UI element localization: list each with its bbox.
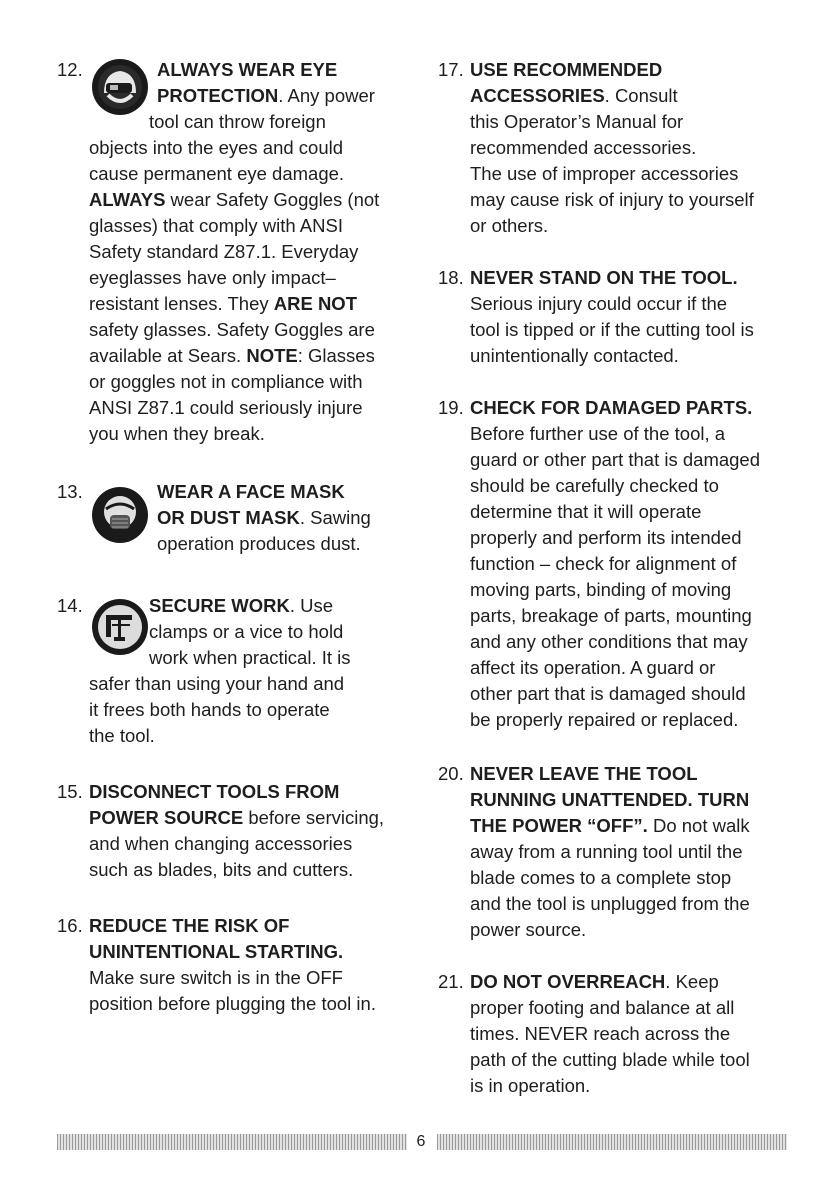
item-number: 20. bbox=[438, 763, 464, 784]
item-20 bbox=[438, 761, 788, 943]
item-number: 21. bbox=[438, 971, 464, 992]
right-column bbox=[438, 57, 788, 1099]
item-number: 19. bbox=[438, 397, 464, 418]
item-18-text: NEVER STAND ON THE TOOL. Serious injury could occur if the tool is tipped or if the cutting tool is unintentionally contacted. bbox=[470, 267, 754, 366]
item-15 bbox=[57, 779, 407, 883]
clamp-icon bbox=[90, 597, 150, 657]
item-18 bbox=[438, 265, 788, 369]
item-16-text: REDUCE THE RISK OF UNINTENTIONAL STARTING. Make sure switch is in the OFF position before plugging the tool in. bbox=[89, 915, 376, 1014]
left-column bbox=[57, 57, 407, 1017]
item-20-text: NEVER LEAVE THE TOOL RUNNING UNATTENDED. TURN THE POWER “OFF”. Do not walk away from a running tool until the blade comes to a complete stop and the tool is unplugged from the power source. bbox=[470, 763, 750, 940]
footer-bar-right bbox=[437, 1134, 787, 1150]
item-13-text: WEAR A FACE MASK OR DUST MASK. Sawing operation produces dust. bbox=[157, 481, 371, 554]
item-14-text: SECURE WORK. Use clamps or a vice to hold work when practical. It is safer than using your hand and it frees both hands to operate the tool. bbox=[89, 595, 351, 746]
safety-goggles-icon bbox=[90, 57, 150, 117]
item-number: 18. bbox=[438, 267, 464, 288]
item-13 bbox=[57, 479, 407, 559]
item-19 bbox=[438, 395, 788, 733]
item-15-text: DISCONNECT TOOLS FROM POWER SOURCE before servicing, and when changing accessories such as blades, bits and cutters. bbox=[89, 781, 385, 880]
item-number: 14. bbox=[57, 595, 83, 616]
footer-bar-left bbox=[57, 1134, 407, 1150]
item-lead: ALWAYS WEAR EYE bbox=[157, 59, 338, 80]
item-number: 13. bbox=[57, 481, 83, 502]
item-19-text: CHECK FOR DAMAGED PARTS. Before further use of the tool, a guard or other part that is damaged should be carefully checked to determine that it will operate properly and perform its intended function – check for alignment of moving parts, binding of moving parts, breakage of parts, mounting and any other conditions that may affect its operation. A guard or other part that is damaged should be properly repaired or replaced. bbox=[470, 397, 761, 730]
item-number: 16. bbox=[57, 915, 83, 936]
dust-mask-icon bbox=[90, 485, 150, 545]
page-number: 6 bbox=[416, 1133, 426, 1150]
item-21 bbox=[438, 969, 788, 1099]
item-number: 17. bbox=[438, 59, 464, 80]
item-number: 12. bbox=[57, 59, 83, 80]
item-17 bbox=[438, 57, 788, 239]
item-14 bbox=[57, 593, 407, 749]
item-12-text: ALWAYS WEAR EYE PROTECTION. Any power tool can throw foreign objects into the eyes and could cause permanent eye damage. ALWAYS wear Safety Goggles (not glasses) that comply with ANSI Safety standard Z87.1. Everyday eyeglasses have only impact– resistant lenses. They ARE NOT safety glasses. Safety Goggles are available at Sears. NOTE: Glasses or goggles not in compliance with ANSI Z87.1 could seriously injure you when they break. bbox=[89, 59, 380, 444]
item-21-text: DO NOT OVERREACH. Keep proper footing and balance at all times. NEVER reach across the path of the cutting blade while tool is in operation. bbox=[470, 971, 750, 1096]
item-16 bbox=[57, 913, 407, 1017]
item-number: 15. bbox=[57, 781, 83, 802]
item-12 bbox=[57, 57, 407, 447]
item-17-text: USE RECOMMENDED ACCESSORIES. Consult this Operator’s Manual for recommended accessories. The use of improper accessories may cause risk of injury to yourself or others. bbox=[470, 59, 754, 236]
